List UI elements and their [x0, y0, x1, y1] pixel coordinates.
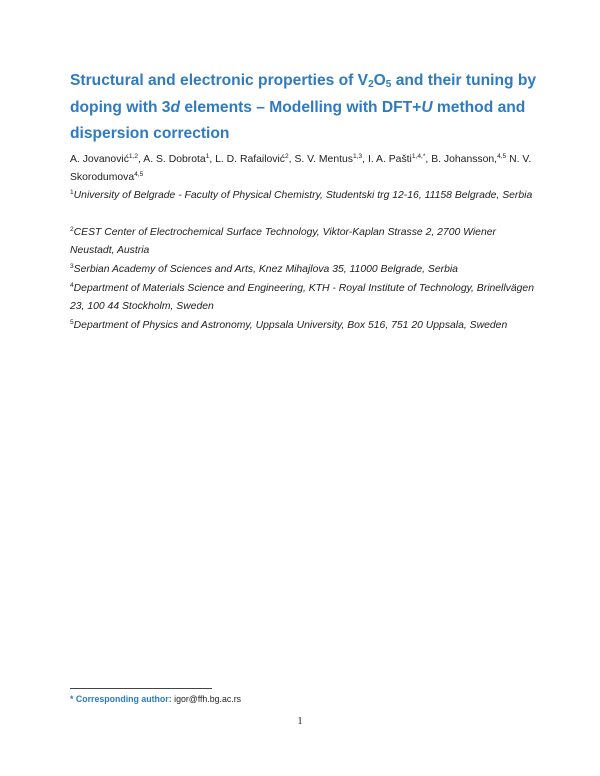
affiliation: $^5$Department of Physics and Astronomy, Uppsala University, Box 516, 751 20 Uppsala, Sweden — [70, 319, 508, 331]
author: A. Jovanović$^{1,2}$ — [70, 153, 139, 165]
author: L. D. Rafailović$^2$ — [215, 153, 289, 165]
footnote-rule — [70, 688, 212, 689]
author: A. S. Dobrota$^1$ — [143, 153, 210, 165]
affiliation: $^4$Department of Materials Science and Engineering, KTH - Royal Institute of Technology, Brinellvägen 23, 100 44 Stockholm, Sweden — [70, 282, 534, 313]
paper-title: Structural and electronic properties of $V_2O_5$ and their tuning by doping with 3d elements – Modelling with DFT+U method and dispersion correction — [70, 72, 537, 142]
page-number: 1 — [297, 716, 303, 727]
affiliation: $^1$University of Belgrade - Faculty of Physical Chemistry, Studentski trg 12-16, 11158 Belgrade, Serbia — [70, 189, 533, 201]
affiliation: $^2$CEST Center of Electrochemical Surface Technology, Viktor-Kaplan Strasse 2, 2700 Wiener Neustadt, Austria — [70, 226, 496, 257]
corresponding-email[interactable]: igor@ffh.bg.ac.rs — [174, 694, 242, 704]
author: B. Johansson,$^{4,5}$ — [431, 153, 507, 165]
footnote-label: * Corresponding author: — [70, 694, 172, 704]
author: I. A. Pašti$^{1,4,*}$ — [367, 153, 426, 165]
affiliation: $^3$Serbian Academy of Sciences and Arts, Knez Mihajlova 35, 11000 Belgrade, Serbia — [70, 263, 458, 275]
author-list: A. Jovanović$^{1,2}$, A. S. Dobrota$^1$, L. D. Rafailović$^2$, S. V. Mentus$^{1,3}$, I. A. Pašti$^{1,4,*}$, B. Johansson,$^{4,5}$ N. V. Skorodumova$^{4,5}$ — [70, 153, 532, 183]
author: S. V. Mentus$^{1,3}$ — [294, 153, 363, 165]
corresponding-author-footnote — [70, 694, 241, 704]
author: N. V. Skorodumova$^{4,5}$ — [70, 154, 532, 183]
